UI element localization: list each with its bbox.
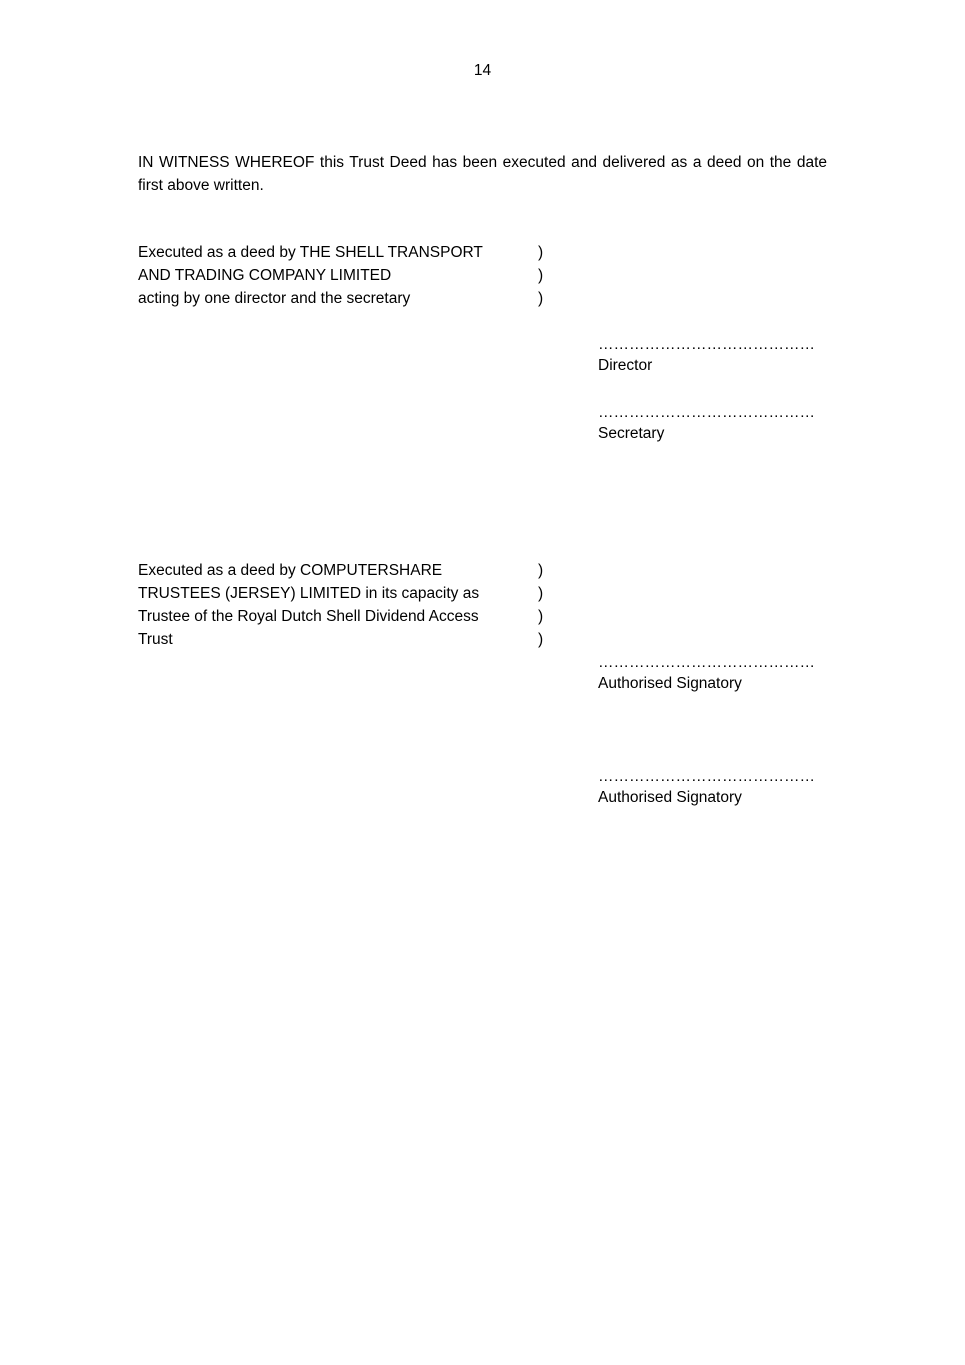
signature-line: ……………………………………: [598, 768, 815, 785]
signature-label: Director: [598, 357, 653, 374]
bracket: ): [538, 585, 544, 602]
signature-label: Secretary: [598, 425, 665, 442]
execution-text: [138, 559, 518, 651]
signature-director: [598, 335, 838, 377]
bracket: ): [538, 631, 544, 648]
signature-authorised-2: [598, 767, 838, 809]
execution-line: Executed as a deed by COMPUTERSHARE: [138, 562, 443, 579]
execution-text: [138, 241, 518, 310]
execution-line: acting by one director and the secretary: [138, 290, 411, 307]
signature-label: Authorised Signatory: [598, 675, 742, 692]
witness-clause: IN WITNESS WHEREOF this Trust Deed has been executed and delivered as a deed on the date first above written.: [138, 154, 827, 194]
execution-line: Trust: [138, 631, 173, 648]
bracket: ): [538, 244, 544, 261]
signature-line: ……………………………………: [598, 654, 815, 671]
signature-line: ……………………………………: [598, 404, 815, 421]
bracket-column: [538, 241, 550, 310]
execution-line: TRUSTEES (JERSEY) LIMITED in its capacity as: [138, 585, 480, 602]
bracket: ): [538, 290, 544, 307]
page-number: 14: [473, 62, 492, 79]
signature-label: Authorised Signatory: [598, 789, 742, 806]
bracket: ): [538, 267, 544, 284]
signature-secretary: [598, 403, 838, 445]
signature-authorised-1: [598, 653, 838, 695]
execution-line: Trustee of the Royal Dutch Shell Dividend Access: [138, 608, 479, 625]
execution-line: Executed as a deed by THE SHELL TRANSPORT: [138, 244, 483, 261]
bracket: ): [538, 608, 544, 625]
signature-line: ……………………………………: [598, 336, 815, 353]
bracket: ): [538, 562, 544, 579]
execution-line: AND TRADING COMPANY LIMITED: [138, 267, 392, 284]
bracket-column: [538, 559, 550, 651]
